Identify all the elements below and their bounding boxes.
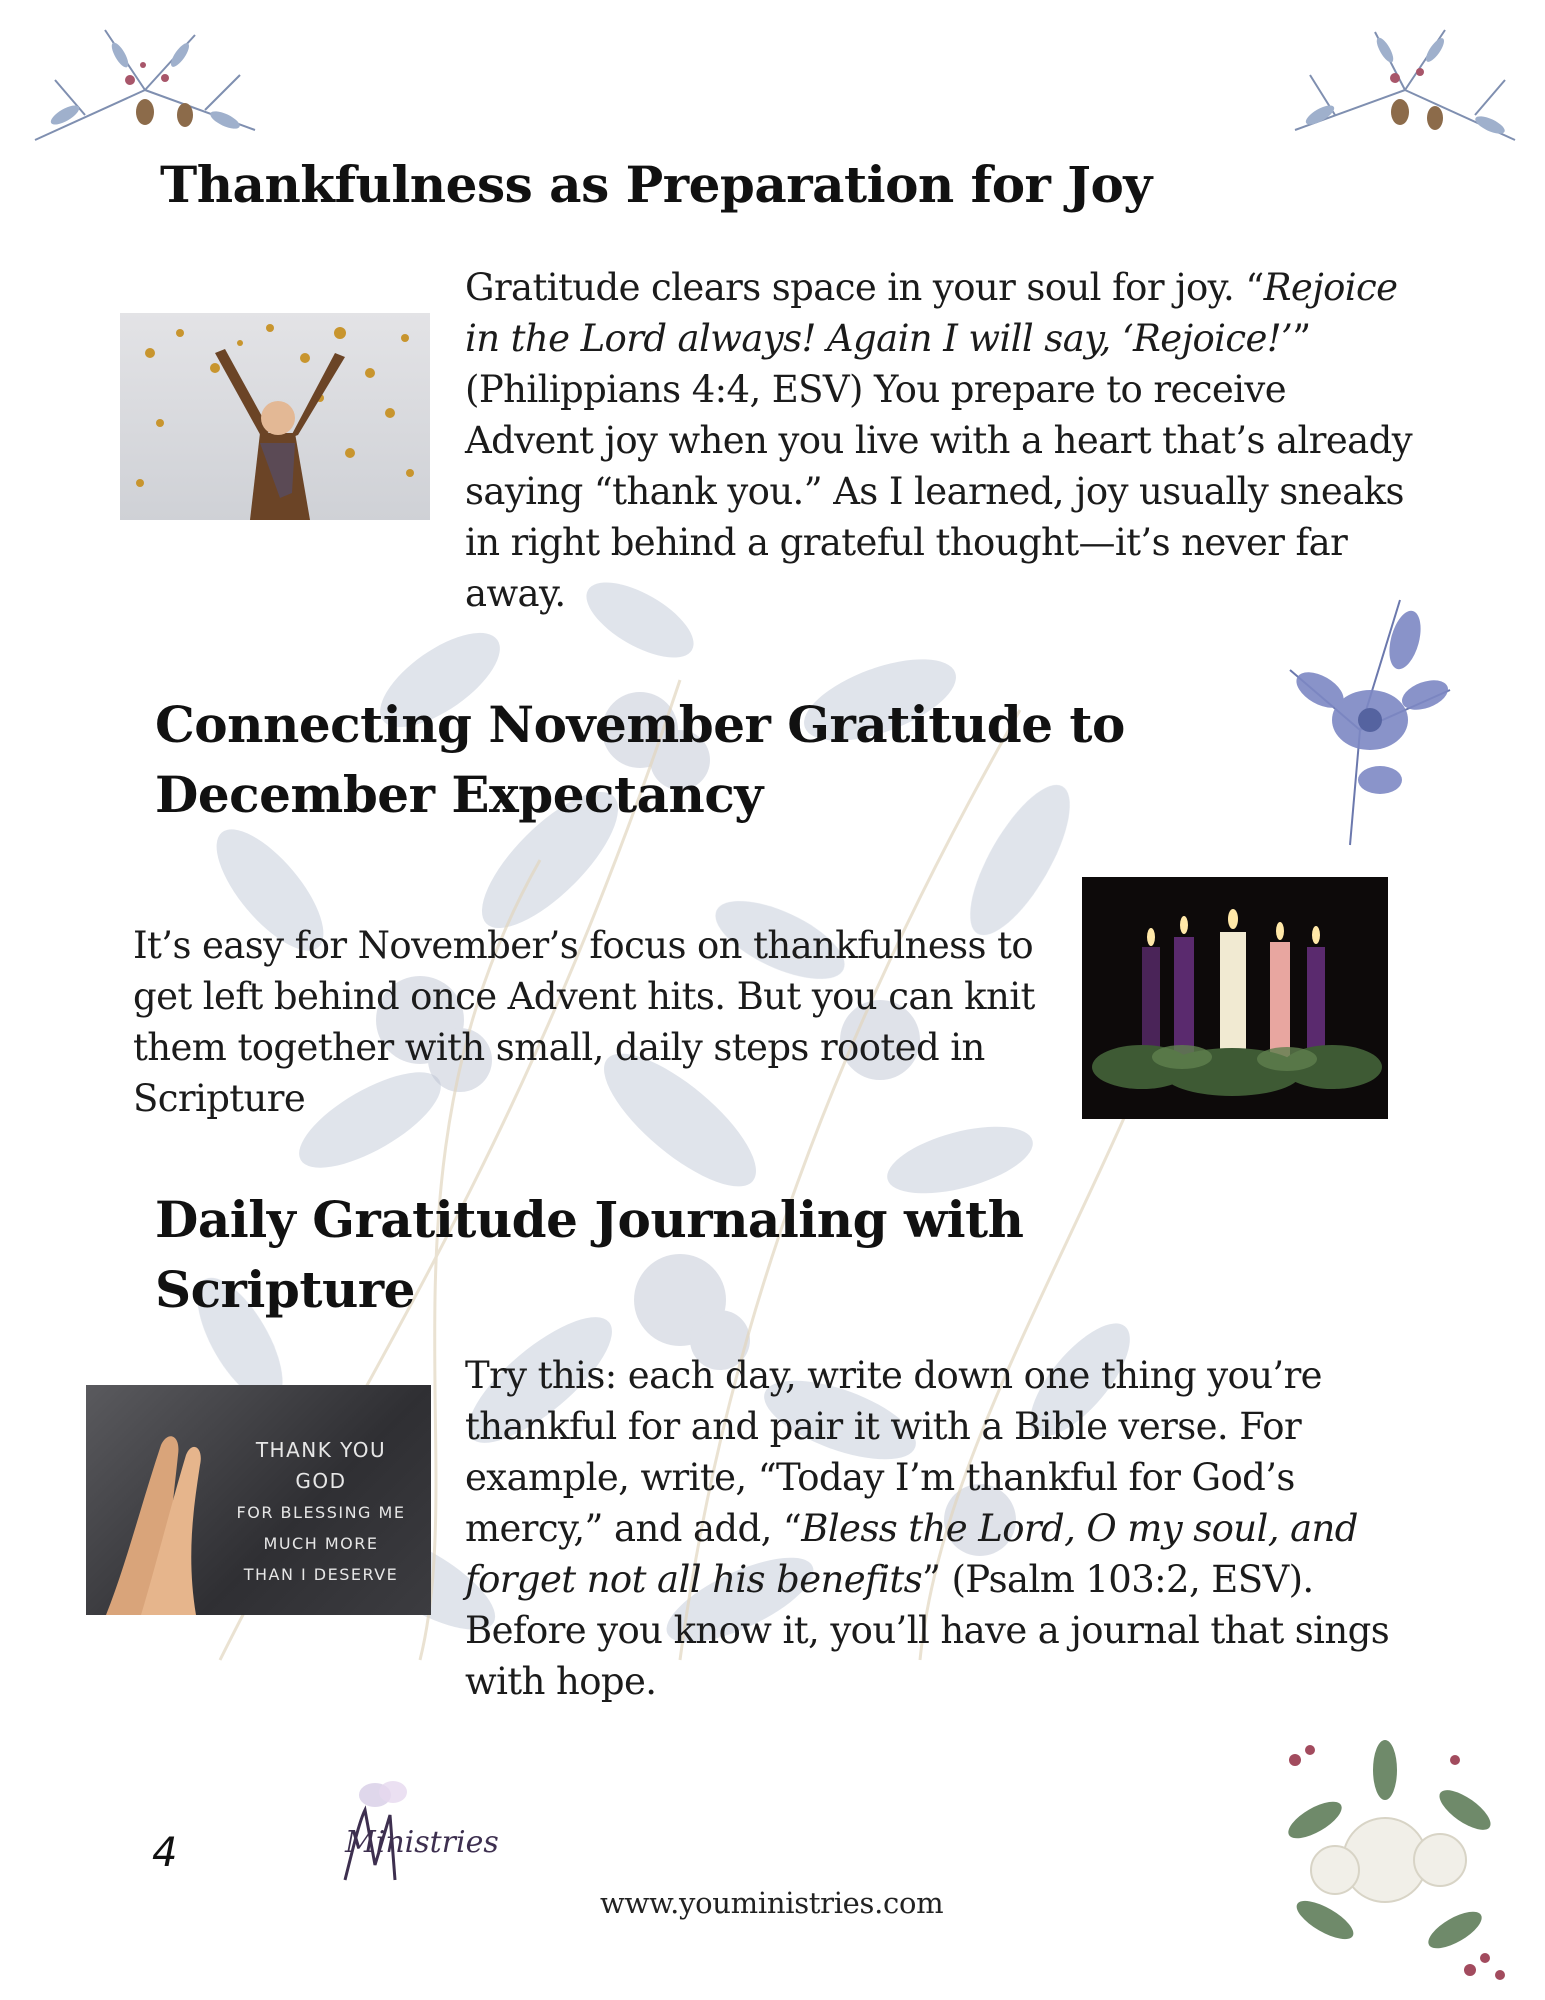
paragraph-text: Try this: each day, write down one thing you’re thankful for and pair it with a Bible verse. For example, write, “Today I’m thankful for God’s mercy,” and add, “ [465, 1354, 1322, 1550]
paragraph-thankfulness [465, 262, 1425, 619]
floral-corner-top-right [1285, 20, 1525, 170]
heading-thankfulness: Thankfulness as Preparation for Joy [160, 155, 1152, 214]
ministries-logo [335, 1770, 505, 1890]
floral-corner-top-left [25, 20, 265, 170]
scripture-quote: Rejoice in the Lord always! Again I will say, ‘Rejoice!’ [465, 266, 1398, 360]
chalk-line: THANK YOU [255, 1438, 387, 1462]
chalk-line: MUCH MORE [263, 1534, 379, 1553]
candles-illustration [1082, 877, 1388, 1119]
chalk-line: GOD [295, 1469, 347, 1493]
photo-woman-falling-leaves [120, 313, 430, 520]
heading-connecting-gratitude: Connecting November Gratitude to December Expectancy [155, 695, 1125, 824]
photo-advent-candles [1082, 877, 1388, 1119]
paragraph-text: ” (Philippians 4:4, ESV) You prepare to receive Advent joy when you live with a heart that’s already saying “thank you.” As I learned, joy usually sneaks in right behind a grateful thought—it’s never far away. [465, 317, 1413, 615]
praying-hands-illustration [86, 1385, 236, 1615]
photo-thank-you-god-chalkboard [86, 1385, 431, 1615]
logo-text: Ministries [345, 1825, 499, 1860]
chalkboard-text [221, 1435, 421, 1590]
chalk-line: THAN I DESERVE [243, 1565, 399, 1584]
floral-blue-flower [1260, 580, 1460, 850]
chalk-line: FOR BLESSING ME [236, 1503, 406, 1522]
scripture-quote: Bless the Lord, O my soul, and forget not all his benefits [465, 1507, 1358, 1601]
website-url[interactable]: www.youministries.com [600, 1886, 944, 1920]
floral-corner-bottom-right [1255, 1730, 1520, 1990]
paragraph-text: It’s easy for November’s focus on thankfulness to get left behind once Advent hits. But you can knit them together with small, daily steps rooted in Scripture [133, 924, 1035, 1120]
heading-daily-journaling: Daily Gratitude Journaling with Scripture [155, 1190, 1024, 1319]
paragraph-connecting [133, 920, 1093, 1124]
page-number: 4 [152, 1830, 178, 1876]
paragraph-journaling [465, 1350, 1425, 1707]
leaves-illustration [120, 313, 430, 520]
paragraph-text: Gratitude clears space in your soul for joy. “ [465, 266, 1264, 309]
paragraph-text: ” (Psalm 103:2, ESV). Before you know it, you’ll have a journal that sings with hope. [465, 1558, 1390, 1703]
